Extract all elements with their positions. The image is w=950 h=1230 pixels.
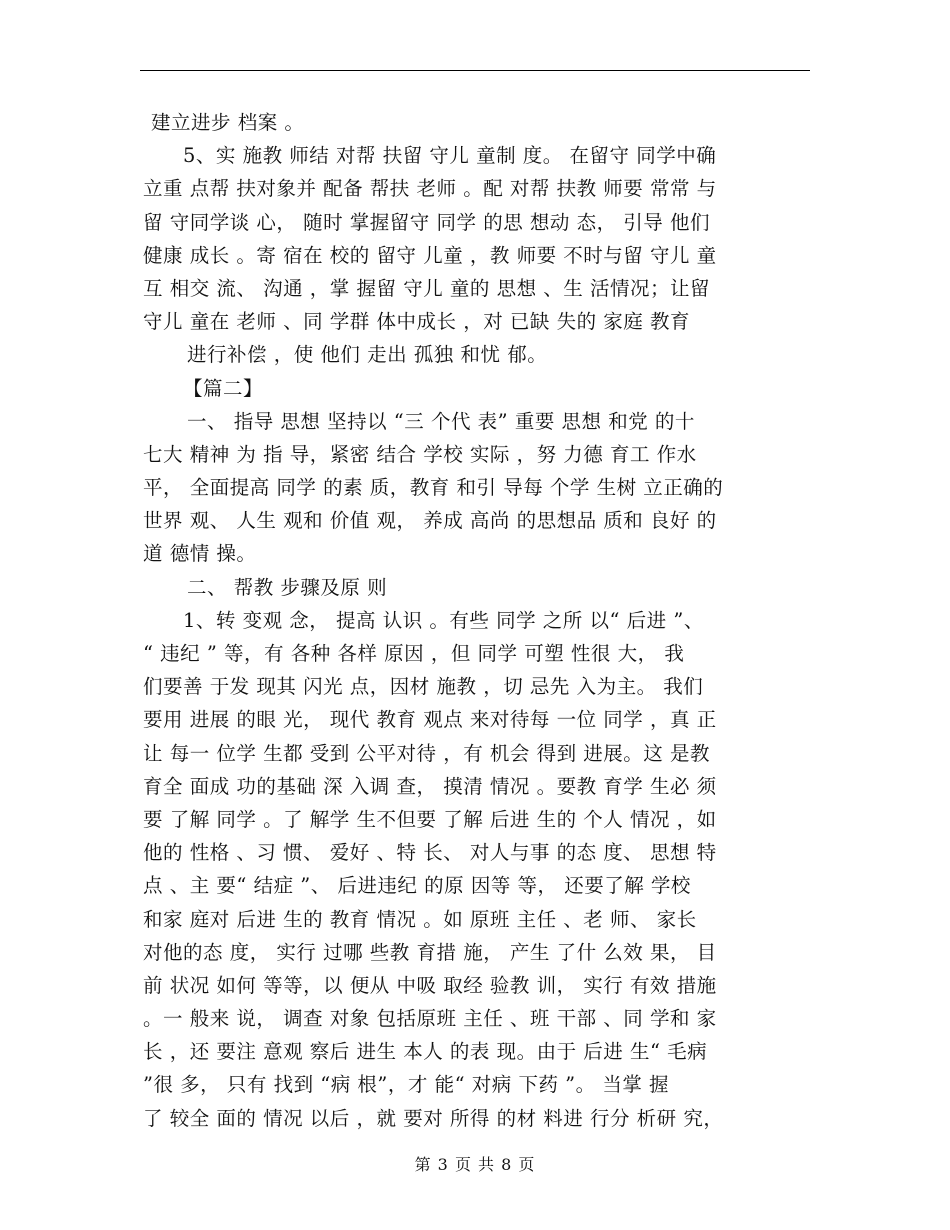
text-line: 平， 全面提高 同学 的素 质，教育 和引 导每 个学 生树 立正确的 — [143, 476, 724, 500]
text-line: 世界 观、 人生 观和 价值 观， 养成 高尚 的思想品 质和 良好 的 — [143, 509, 717, 533]
text-line: 5、实 施教 师结 对帮 扶留 守儿 童制 度。 在留守 同学中确 — [183, 144, 717, 168]
text-line: 1、转 变观 念， 提高 认识 。有些 同学 之所 以“ 后进 ”、 — [183, 608, 704, 632]
text-line: 守儿 童在 老师 、同 学群 体中成长 ，对 已缺 失的 家庭 教育 — [143, 310, 690, 334]
text-line: 前 状况 如何 等等，以 便从 中吸 取经 验教 训， 实行 有效 措施 — [143, 973, 717, 997]
text-line: 。一 般来 说， 调查 对象 包括原班 主任 、班 干部 、同 学和 家 — [143, 1007, 717, 1031]
text-line: 七大 精神 为 指 导，紧密 结合 学校 实际 ，努 力德 育工 作水 — [143, 442, 697, 466]
page-footer: 第 3 页 共 8 页 — [414, 1155, 536, 1174]
text-line: 要用 进展 的眼 光， 现代 教育 观点 来对待每 一位 同学 ，真 正 — [143, 708, 717, 732]
text-line: 们要善 于发 现其 闪光 点，因材 施教 ，切 忌先 入为主。 我们 — [143, 675, 704, 699]
header-rule — [140, 70, 810, 71]
text-line: 让 每一 位学 生都 受到 公平对待 ，有 机会 得到 进展。这 是教 — [143, 741, 710, 765]
text-line: 道 德情 操。 — [143, 542, 257, 566]
text-line: 要 了解 同学 。了 解学 生不但要 了解 后进 生的 个人 情况 ，如 — [143, 807, 717, 831]
text-line: 【篇二】 — [183, 376, 264, 400]
text-line: ”很 多， 只有 找到 “病 根”，才 能“ 对病 下药 ”。 当掌 握 — [143, 1073, 670, 1097]
text-line: 长 ，还 要注 意观 察后 进生 本人 的表 现。由于 后进 生“ 毛病 — [143, 1040, 708, 1064]
text-line: 二、 帮教 步骤及原 则 — [187, 575, 388, 599]
text-line: 互 相交 流、 沟通 ，掌 握留 守儿 童的 思想 、生 活情况；让留 — [143, 276, 710, 300]
text-line: 对他的态 度， 实行 过哪 些教 育措 施， 产生 了什 么效 果， 目 — [143, 940, 717, 964]
text-line: 一、 指导 思想 坚持以 “三 个代 表” 重要 思想 和党 的十 — [187, 409, 695, 433]
text-line: 留 守同学谈 心， 随时 掌握留守 同学 的思 想动 态， 引导 他们 — [143, 210, 710, 234]
text-line: 点 、主 要“ 结症 ”、 后进违纪 的原 因等 等， 还要了解 学校 — [143, 874, 691, 898]
text-line: 健康 成长 。寄 宿在 校的 留守 儿童 ，教 师要 不时与留 守儿 童 — [143, 243, 717, 267]
text-line: 和家 庭对 后进 生的 教育 情况 。如 原班 主任 、老 师、 家长 — [143, 907, 697, 931]
text-line: 立重 点帮 扶对象并 配备 帮扶 老师 。配 对帮 扶教 师要 常常 与 — [143, 177, 717, 201]
text-line: “ 违纪 ” 等，有 各种 各样 原因 ，但 同学 可塑 性很 大， 我 — [143, 642, 685, 665]
body-text — [143, 106, 813, 1135]
text-line: 了 较全 面的 情况 以后 ，就 要对 所得 的材 料进 行分 析研 究， — [143, 1106, 724, 1130]
text-line: 育全 面成 功的基础 深 入调 查， 摸清 情况 。要教 育学 生必 须 — [143, 774, 717, 798]
text-line: 建立进步 档案 。 — [151, 111, 305, 134]
text-line: 进行补偿 ，使 他们 走出 孤独 和忧 郁。 — [187, 343, 548, 367]
text-line: 他的 性格 、习 惯、 爱好 、特 长、 对人与事 的态 度、 思想 特 — [143, 841, 717, 865]
